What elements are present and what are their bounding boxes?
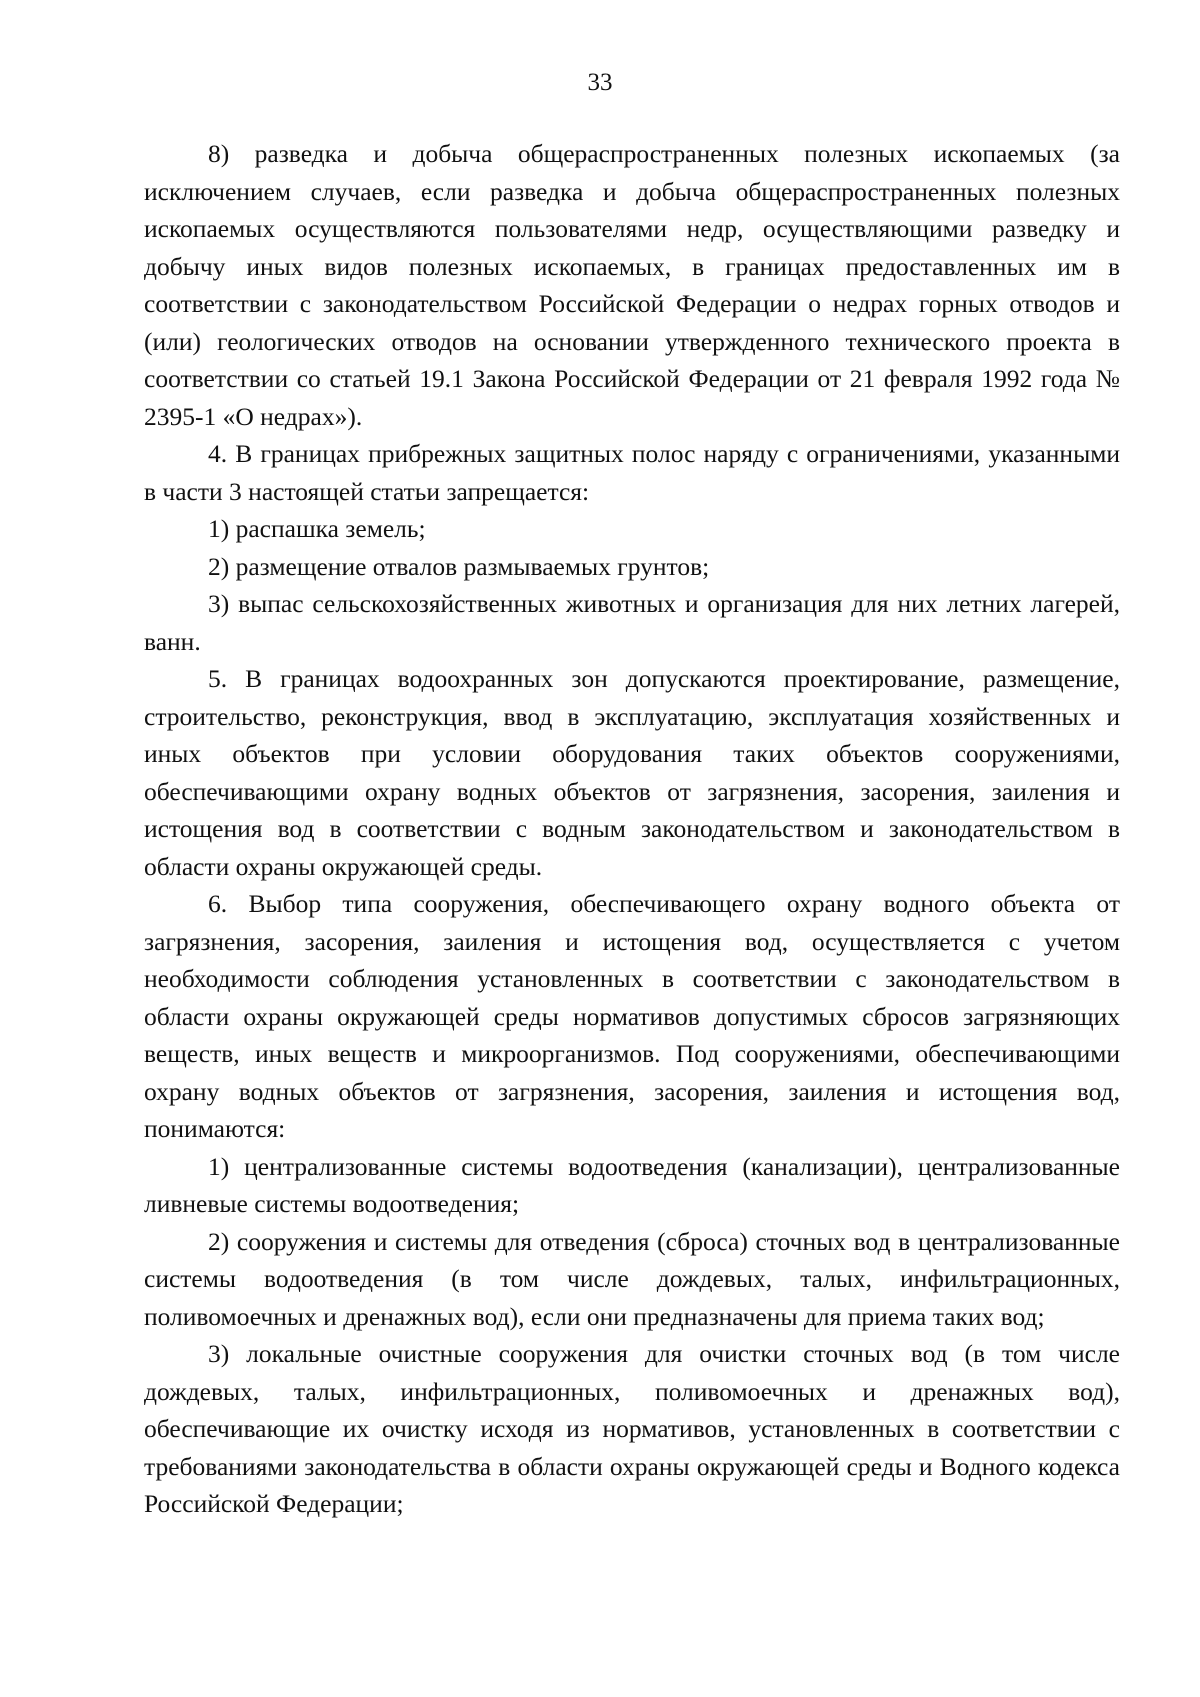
paragraph-item-3-grazing: 3) выпас сельскохозяйственных животных и организация для них летних лагерей, ванн. (144, 589, 1120, 656)
paragraph-part-5: 5. В границах водоохранных зон допускаются проектирование, размещение, строительство, реконструкция, ввод в эксплуатацию, эксплуатация хозяйственных и иных объектов при условии оборудования таких объектов сооружениями, обеспечивающими охрану водных объектов от загрязнения, засорения, заиления и истощения вод в соответствии с водным законодательством и законодательством в области охраны окружающей среды. (144, 664, 1120, 881)
paragraph-part-4: 4. В границах прибрежных защитных полос наряду с ограничениями, указанными в части 3 настоящей статьи запрещается: (144, 439, 1120, 506)
page-number: 33 (587, 69, 613, 96)
paragraph-item-8: 8) разведка и добыча общераспространенных полезных ископаемых (за исключением случаев, если разведка и добыча общераспространенных полезных ископаемых осуществляются пользователями недр, осуществляющими разведку и добычу иных видов полезных ископаемых, в границах предоставленных им в соответствии с законодательством Российской Федерации о недрах горных отводов и (или) геологических отводов на основании утвержденного технического проекта в соответствии со статьей 19.1 Закона Российской Федерации от 21 февраля 1992 года № 2395-1 «О недрах»). (144, 139, 1120, 431)
paragraph-item-1-sewerage: 1) централизованные системы водоотведения (канализации), централизованные ливневые системы водоотведения; (144, 1151, 1120, 1218)
document-body (144, 135, 1120, 1523)
paragraph-item-3-treatment: 3) локальные очистные сооружения для очистки сточных вод (в том числе дождевых, талых, инфильтрационных, поливомоечных и дренажных вод), обеспечивающие их очистку исходя из нормативов, установленных в соответствии с требованиями законодательства в области охраны окружающей среды и Водного кодекса Российской Федерации; (144, 1339, 1120, 1518)
paragraph-item-2-discharge: 2) сооружения и системы для отведения (сброса) сточных вод в централизованные системы водоотведения (в том числе дождевых, талых, инфильтрационных, поливомоечных и дренажных вод), если они предназначены для приема таких вод; (144, 1226, 1120, 1331)
paragraph-item-1-ploughing: 1) распашка земель; (208, 514, 426, 543)
paragraph-item-2-dumps: 2) размещение отвалов размываемых грунтов; (208, 551, 710, 581)
paragraph-part-6: 6. Выбор типа сооружения, обеспечивающего охрану водного объекта от загрязнения, засорения, заиления и истощения вод, осуществляется с учетом необходимости соблюдения установленных в соответствии с законодательством в области охраны окружающей среды нормативов допустимых сбросов загрязняющих веществ, иных веществ и микроорганизмов. Под сооружениями, обеспечивающими охрану водных объектов от загрязнения, засорения, заиления и истощения вод, понимаются: (144, 889, 1120, 1143)
